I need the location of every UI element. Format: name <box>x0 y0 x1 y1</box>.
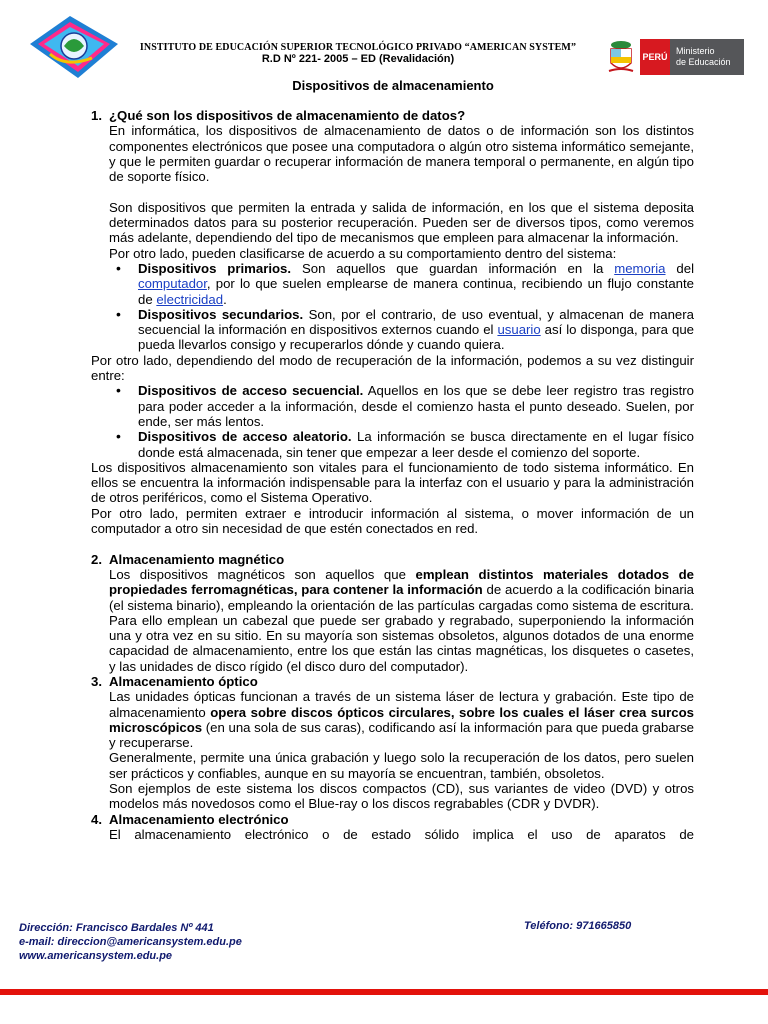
section-3-body <box>91 689 694 811</box>
link-electricidad[interactable]: electricidad <box>156 291 224 307</box>
section-title: Almacenamiento magnético <box>109 551 285 567</box>
term: Dispositivos de acceso secuencial. <box>138 383 364 399</box>
paragraph: Para ello emplean un cabezal que puede ser grabado y regrabado, superponiendo la información una y otra vez en su sitio. En su mayoría son sistemas obsoletos, algunos dotados de una enorme capacidad de almacenamiento, entre los que están las cintas magnéticas, los disquetes o casetes, y las unidades de disco rígido (el disco duro del computador). <box>109 612 694 674</box>
footer-phone: Teléfono: 971665850 <box>524 920 632 932</box>
text: así lo disponga, para que pueda llevarlos consigo y recuperarlos dónde y cuando quiera. <box>138 322 694 353</box>
text: Aquellos en los que se debe leer registro tras registro para poder acceder a la información, desde el comienzo hasta el punto deseado. Suelen, por ende, ser más lentos. <box>138 383 694 429</box>
resolution-number: R.D Nº 221- 2005 – ED (Revalidación) <box>261 53 455 65</box>
paragraph: Por otro lado, permiten extraer e introducir información al sistema, o mover información de un computador a otro sin necesidad de que estén conectados en red. <box>91 505 694 537</box>
institute-logo-icon <box>26 14 122 82</box>
peru-label: PERÚ <box>640 39 670 75</box>
text: La información se busca directamente en el lugar físico donde está almacenada, sin tener que empezar a leer desde el comienzo del soporte. <box>138 429 694 460</box>
list-item <box>138 307 694 353</box>
text: Son aquellos que guardan información en la <box>291 260 615 276</box>
text: Los dispositivos magnéticos son aquellos que <box>109 566 416 582</box>
paragraph <box>109 567 694 613</box>
paragraph <box>109 689 694 750</box>
list-item <box>138 429 694 460</box>
ministry-name <box>670 39 744 75</box>
link-computador[interactable]: computador <box>138 276 207 292</box>
footer-divider <box>0 989 768 995</box>
paragraph: En informática, los dispositivos de almacenamiento de datos o de información son los distintos componentes electrónicos que posee una computadora o algún otro sistema informático semejante, y que le permiten guardar o recuperar información de manera temporal o permanente, en algún tipo de soporte físico. <box>109 123 694 185</box>
blank-line <box>109 184 694 199</box>
ministry-line-1: Ministerio <box>676 46 715 56</box>
document-body <box>91 108 694 842</box>
paragraph: Por otro lado, pueden clasificarse de acuerdo a su comportamiento dentro del sistema: <box>109 245 617 261</box>
section-1-heading <box>91 108 694 123</box>
paragraph: El almacenamiento electrónico o de estado sólido implica el uso de aparatos de <box>109 826 694 842</box>
section-title: Almacenamiento óptico <box>109 673 258 689</box>
section-4-heading <box>91 812 694 827</box>
emphasis: opera sobre discos ópticos circulares, sobre los cuales el láser crea surcos microscópicos <box>109 704 694 735</box>
section-1-body <box>91 123 694 261</box>
paragraph: Los dispositivos almacenamiento son vitales para el funcionamiento de todo sistema informático. En ellos se encuentra la información indispensable para la interfaz con el usuario y para la administración de otros periféricos, como el Sistema Operativo. <box>91 459 694 506</box>
link-memoria[interactable]: memoria <box>614 260 666 276</box>
section-number: 2. <box>91 551 102 567</box>
ministry-logo <box>606 36 748 78</box>
term: Dispositivos primarios. <box>138 260 292 276</box>
blank-line <box>91 536 694 551</box>
access-type-list <box>91 383 694 459</box>
list-item <box>138 383 694 429</box>
section-2-body <box>91 567 694 674</box>
text: Son, por el contrario, de uso eventual, y almacenan de manera secuencial la información en dispositivos externos cuando el <box>138 306 694 338</box>
section-3-heading <box>91 674 694 689</box>
section-title: Almacenamiento electrónico <box>109 811 289 827</box>
text: . <box>223 291 227 307</box>
document-title: Dispositivos de almacenamiento <box>292 78 494 93</box>
emphasis: emplean distintos materiales dotados de propiedades ferromagnéticas, para contener la información <box>109 566 694 598</box>
text: del <box>665 260 694 276</box>
section-number: 1. <box>91 108 102 123</box>
section-title: ¿Qué son los dispositivos de almacenamiento de datos? <box>109 108 466 123</box>
section-number: 3. <box>91 673 102 689</box>
footer-website: www.americansystem.edu.pe <box>19 950 173 962</box>
text: de acuerdo a la codificación binaria (el sistema binario), empleando la orientación de las partículas cargadas como sistema de escritura. <box>109 582 694 613</box>
peru-coat-of-arms-icon <box>606 37 636 77</box>
paragraph: Son ejemplos de este sistema los discos compactos (CD), sus variantes de video (DVD) y otros modelos más novedosos como el Blue-ray o los discos regrabables (CDR y DVDR). <box>109 781 694 812</box>
document-header <box>0 0 768 82</box>
text: , por lo que suelen emplearse de manera continua, recibiendo un flujo constante de <box>138 276 694 307</box>
section-2-heading <box>91 552 694 567</box>
footer-address: Dirección: Francisco Bardales Nº 441 <box>19 922 214 934</box>
section-4-body <box>91 827 694 842</box>
paragraph: Por otro lado, dependiendo del modo de recuperación de la información, podemos a su vez distinguir entre: <box>91 352 694 384</box>
list-item <box>138 261 694 307</box>
text: Las unidades ópticas funcionan a través de un sistema láser de lectura y grabación. Este tipo de almacenamiento <box>109 689 694 720</box>
section-number: 4. <box>91 811 102 827</box>
link-usuario[interactable]: usuario <box>497 322 541 338</box>
footer-email: e-mail: direccion@americansystem.edu.pe <box>19 936 242 948</box>
storage-classification-list <box>91 261 694 353</box>
text: (en una sola de sus caras), codificando así la información para que pueda grabarse y recuperarse. <box>109 719 694 751</box>
paragraph: Son dispositivos que permiten la entrada y salida de información, en los que el sistema deposita determinados datos para su posterior recuperación. Pueden ser de diversos tipos, como veremos más adelante, dependiendo del tipo de mecanismos que empleen para almacenar la información. <box>109 199 694 246</box>
paragraph: Generalmente, permite una única grabación y luego solo la recuperación de los datos, pero suelen ser prácticos y confiables, aunque en su mayoría se encuentran, también, obsoletos. <box>109 750 694 781</box>
term: Dispositivos secundarios. <box>138 306 304 322</box>
ministry-line-2: de Educación <box>676 57 731 67</box>
term: Dispositivos de acceso aleatorio. <box>138 429 352 445</box>
institute-name: INSTITUTO DE EDUCACIÓN SUPERIOR TECNOLÓGICO PRIVADO “AMERICAN SYSTEM” <box>139 42 577 53</box>
